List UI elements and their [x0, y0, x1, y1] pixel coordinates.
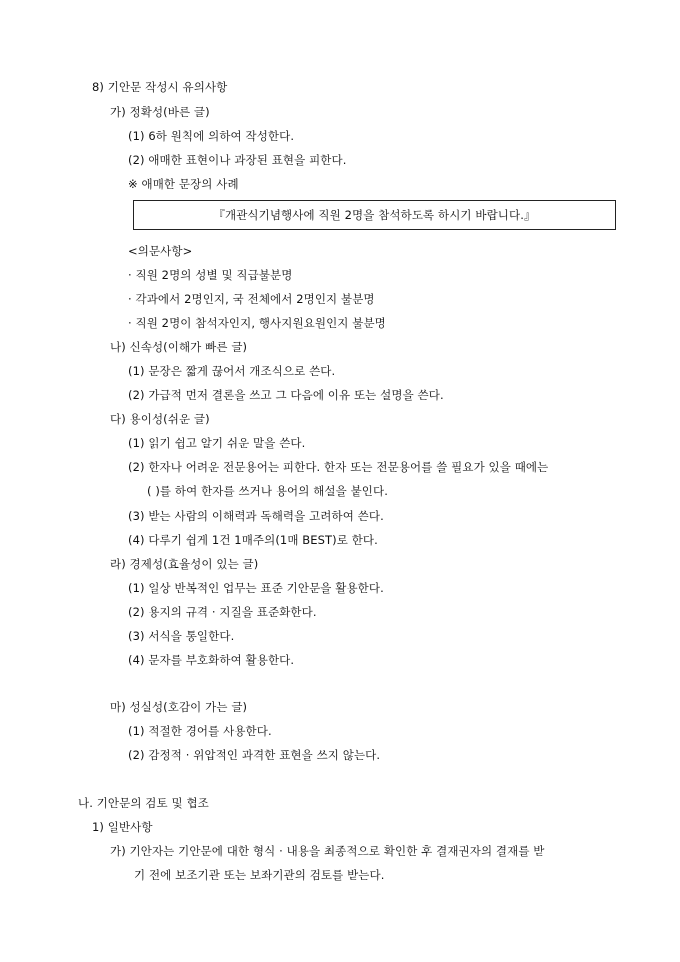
ra-item-3: (3) 서식을 통일한다.: [128, 629, 235, 643]
ga-item-1: (1) 6하 원칙에 의하여 작성한다.: [128, 129, 295, 143]
da-item-4: (4) 다루기 쉽게 1건 1매주의(1매 BEST)로 한다.: [128, 533, 378, 547]
question-item-3: · 직원 2명이 참석자인지, 행사지원요원인지 불분명: [128, 316, 386, 330]
ma-item-1: (1) 적절한 경어를 사용한다.: [128, 724, 272, 738]
example-sentence: 『개관식기념행사에 직원 2명을 참석하도록 하시기 바랍니다.』: [213, 208, 536, 222]
example-sentence-box: [133, 200, 616, 230]
question-item-2: · 각과에서 2명인지, 국 전체에서 2명인지 불분명: [128, 292, 375, 306]
da-item-2: (2) 한자나 어려운 전문용어는 피한다. 한자 또는 전문용어를 쓸 필요가 있을 때에는: [128, 460, 549, 474]
question-heading: <의문사항>: [128, 244, 193, 258]
subsection-ga-heading: 가) 정확성(바른 글): [110, 105, 210, 119]
review-paragraph-line-2: 기 전에 보조기관 또는 보좌기관의 검토를 받는다.: [134, 868, 385, 882]
ga-item-2: (2) 애매한 표현이나 과장된 표현을 피한다.: [128, 153, 347, 167]
subsection-da-heading: 다) 용이성(쉬운 글): [110, 412, 210, 426]
review-section-heading: 나. 기안문의 검토 및 협조: [78, 796, 209, 810]
ma-item-2: (2) 감정적 · 위압적인 과격한 표현을 쓰지 않는다.: [128, 748, 381, 762]
ra-item-4: (4) 문자를 부호화하여 활용한다.: [128, 653, 295, 667]
question-item-1: · 직원 2명의 성별 및 직급불분명: [128, 268, 293, 282]
ga-note: ※ 애매한 문장의 사례: [128, 177, 239, 191]
da-item-1: (1) 읽기 쉽고 알기 쉬운 말을 쓴다.: [128, 436, 306, 450]
review-paragraph-line-1: 가) 기안자는 기안문에 대한 형식 · 내용을 최종적으로 확인한 후 결재권자의 결재를 받: [110, 844, 545, 858]
subsection-ma-heading: 마) 성실성(호감이 가는 글): [110, 700, 248, 714]
na-item-2: (2) 가급적 먼저 결론을 쓰고 그 다음에 이유 또는 설명을 쓴다.: [128, 388, 444, 402]
na-item-1: (1) 문장은 짧게 끊어서 개조식으로 쓴다.: [128, 364, 336, 378]
review-subsection-heading: 1) 일반사항: [92, 820, 153, 834]
subsection-na-heading: 나) 신속성(이해가 빠른 글): [110, 340, 248, 354]
da-item-3: (3) 받는 사람의 이해력과 독해력을 고려하여 쓴다.: [128, 509, 384, 523]
ra-item-1: (1) 일상 반복적인 업무는 표준 기안문을 활용한다.: [128, 581, 384, 595]
section-8-heading: 8) 기안문 작성시 유의사항: [92, 80, 228, 94]
ra-item-2: (2) 용지의 규격 · 지질을 표준화한다.: [128, 605, 317, 619]
da-item-2-continued: ( )를 하여 한자를 쓰거나 용어의 해설을 붙인다.: [147, 484, 388, 498]
subsection-ra-heading: 라) 경제성(효율성이 있는 글): [110, 557, 259, 571]
